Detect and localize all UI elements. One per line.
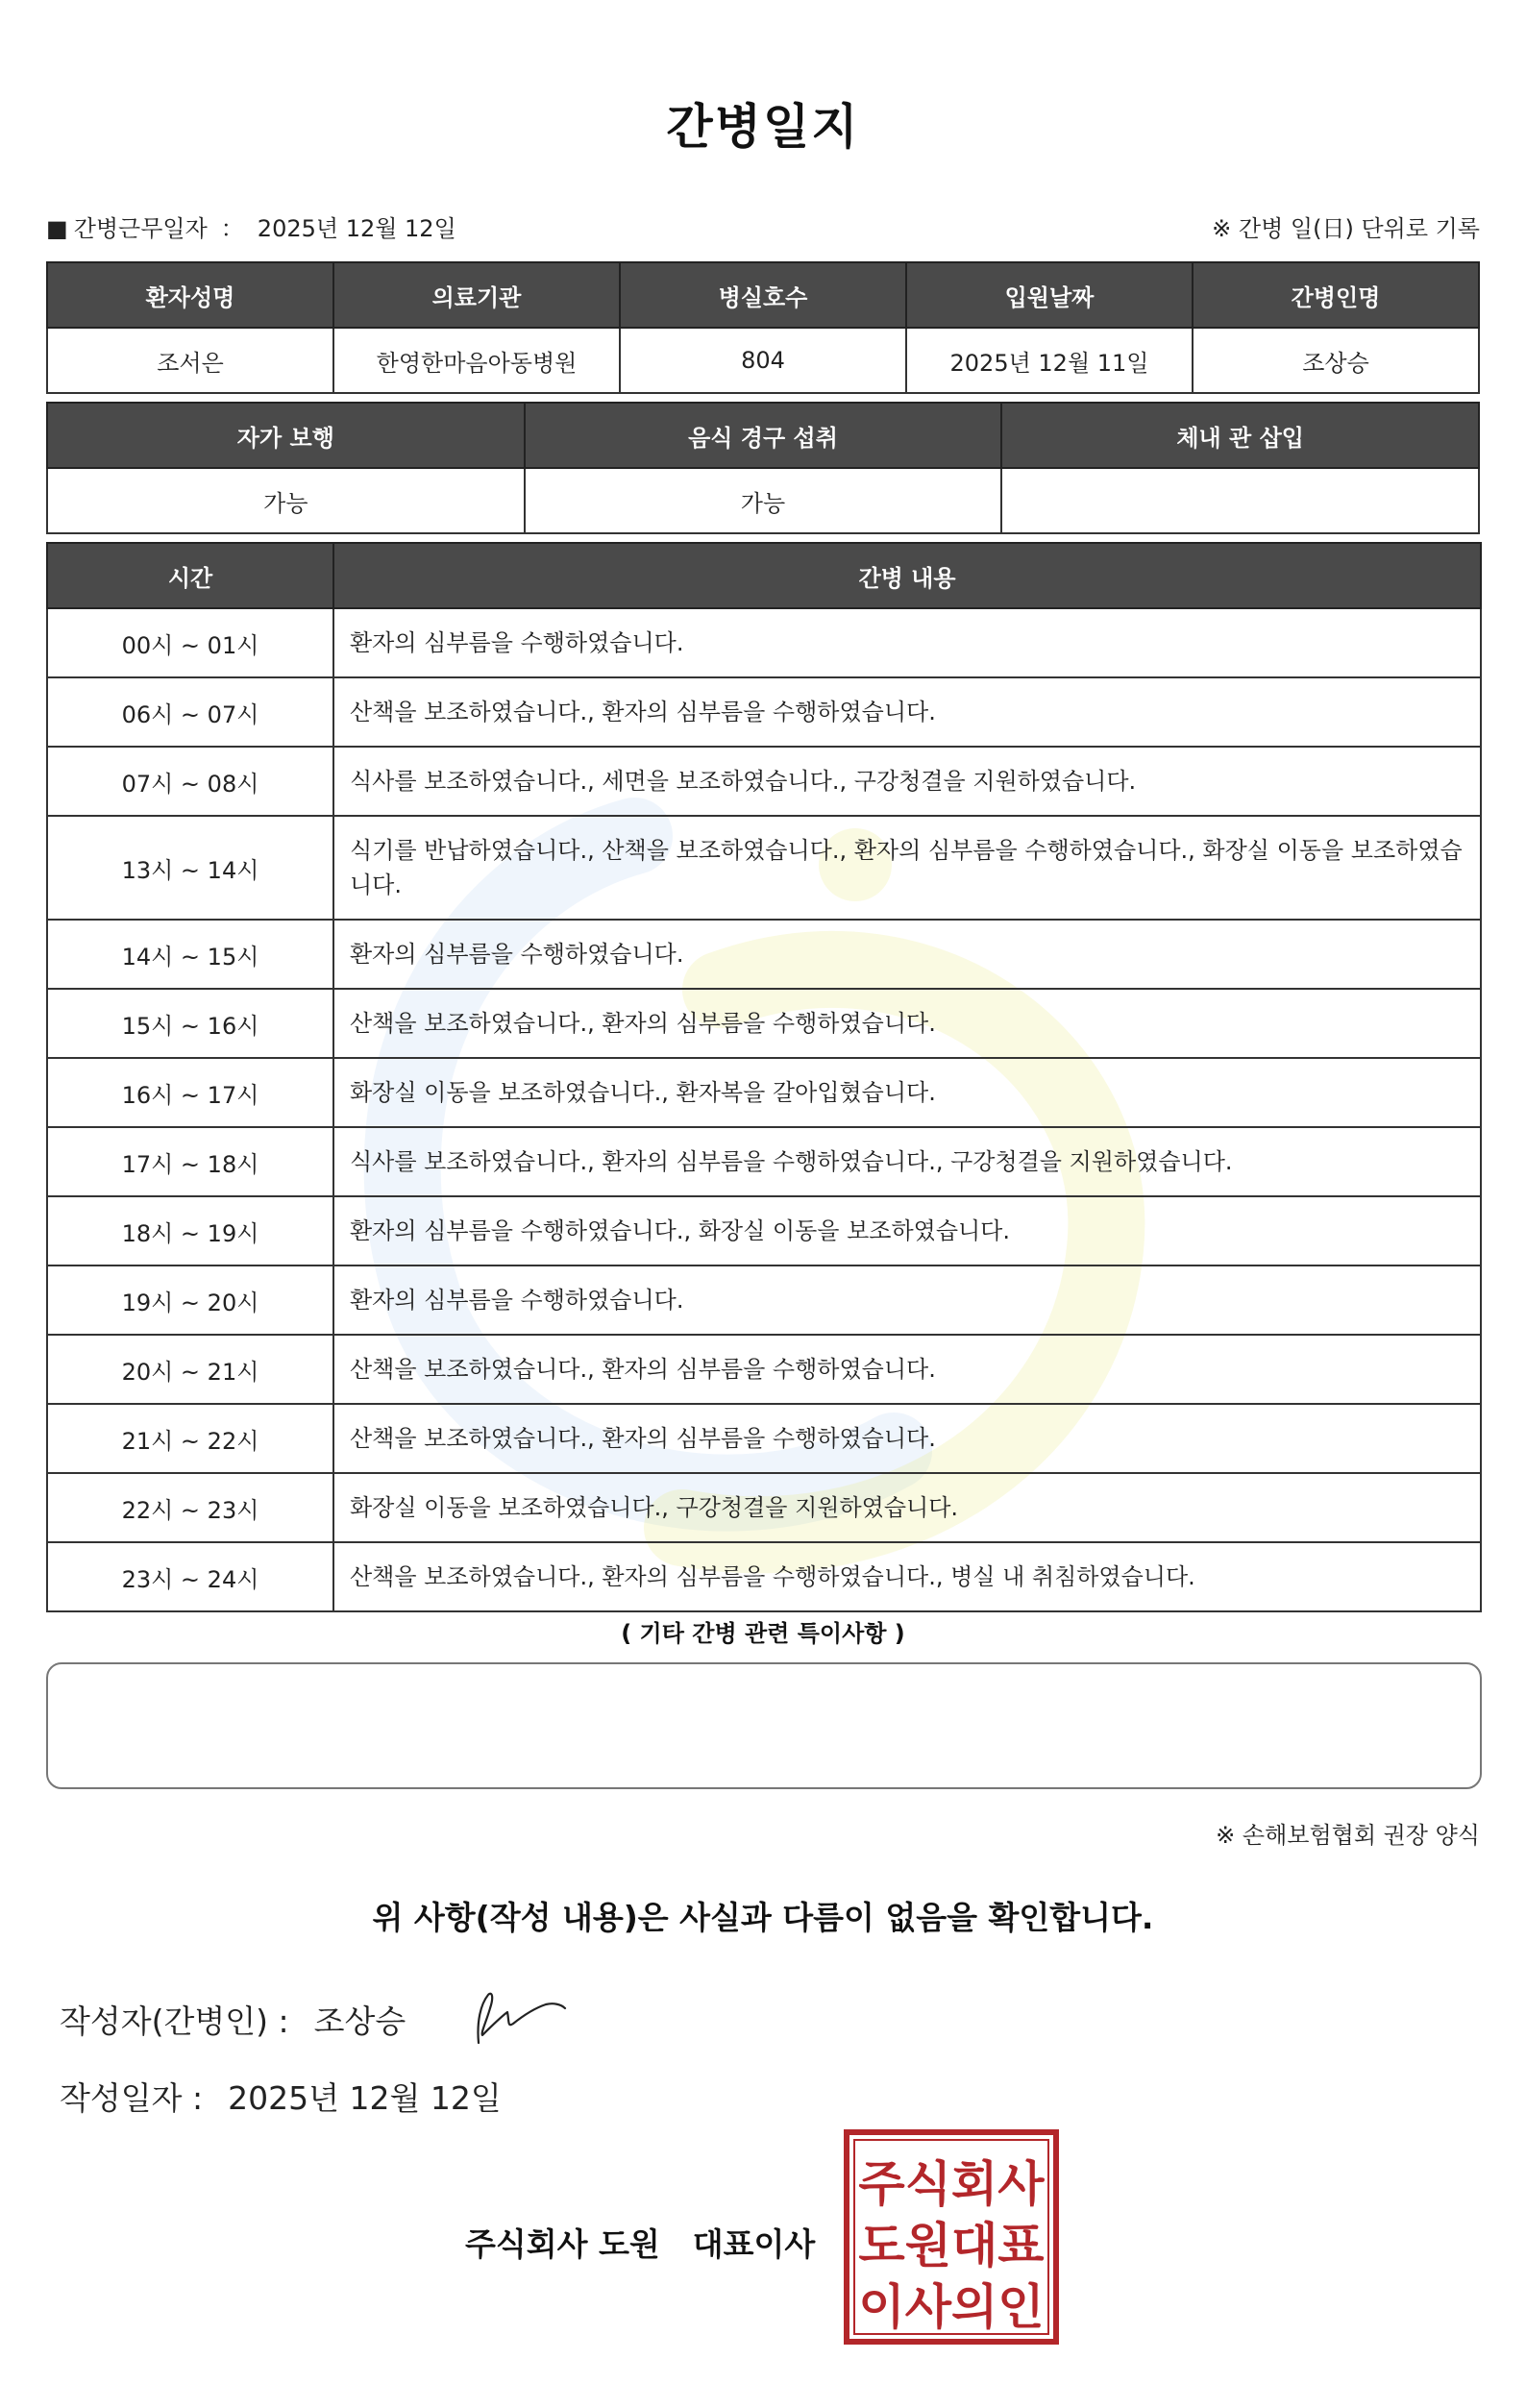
log-content: 식사를 보조하였습니다., 환자의 심부름을 수행하였습니다., 구강청결을 지원하였습니다. [333,1127,1481,1196]
patient-status-header-row [47,403,1479,468]
form-source-note: ※ 손해보험협회 권장 양식 [1216,1822,1480,1849]
log-time: 19시 ~ 20시 [47,1265,333,1335]
work-date-label: 간병근무일자 [73,215,208,242]
log-content: 산책을 보조하였습니다., 환자의 심부름을 수행하였습니다. [333,677,1481,747]
log-content: 환자의 심부름을 수행하였습니다. [333,920,1481,989]
remarks-title: ( 기타 간병 관련 특이사항 ) [621,1620,905,1647]
log-time: 23시 ~ 24시 [47,1542,333,1611]
tube-insertion-value [1001,468,1479,533]
table-row [47,677,1481,747]
company-name: 주식회사 도원 [465,2225,660,2263]
writing-date-label: 작성일자 : [60,2079,204,2117]
table-row [47,1127,1481,1196]
log-time: 22시 ~ 23시 [47,1473,333,1542]
log-time: 15시 ~ 16시 [47,989,333,1058]
patient-info-value-row [47,328,1479,393]
record-unit-note: ※ 간병 일(日) 단위로 기록 [1212,215,1480,242]
table-row [47,920,1481,989]
log-content: 화장실 이동을 보조하였습니다., 구강청결을 지원하였습니다. [333,1473,1481,1542]
header-room-number: 병실호수 [620,262,906,328]
self-walking-value: 가능 [47,468,525,533]
svg-text:도원대표: 도원대표 [858,2218,1045,2273]
svg-text:주식회사: 주식회사 [858,2156,1045,2212]
log-time: 06시 ~ 07시 [47,677,333,747]
writer-name: 조상승 [313,2003,406,2040]
log-content: 산책을 보조하였습니다., 환자의 심부름을 수행하였습니다. [333,1335,1481,1404]
writing-date-line [60,2074,502,2119]
log-content: 화장실 이동을 보조하였습니다., 환자복을 갈아입혔습니다. [333,1058,1481,1127]
remarks-box [46,1662,1482,1789]
log-content: 식사를 보조하였습니다., 세면을 보조하였습니다., 구강청결을 지원하였습니다. [333,747,1481,816]
header-hospital: 의료기관 [333,262,620,328]
writer-label: 작성자(간병인) : [60,2003,289,2040]
header-caregiver-name: 간병인명 [1193,262,1479,328]
table-row [47,1473,1481,1542]
header-time: 시간 [47,543,333,608]
log-time: 18시 ~ 19시 [47,1196,333,1265]
log-content: 환자의 심부름을 수행하였습니다. [333,1265,1481,1335]
care-log-table [46,542,1482,1612]
header-patient-name: 환자성명 [47,262,333,328]
log-time: 07시 ~ 08시 [47,747,333,816]
patient-info-header-row [47,262,1479,328]
table-row [47,1265,1481,1335]
header-self-walking: 자가 보행 [47,403,525,468]
table-row [47,816,1481,920]
header-oral-intake: 음식 경구 섭취 [525,403,1002,468]
company-line [465,2220,815,2265]
table-row [47,1058,1481,1127]
log-content: 환자의 심부름을 수행하였습니다., 화장실 이동을 보조하였습니다. [333,1196,1481,1265]
log-content: 식기를 반납하였습니다., 산책을 보조하였습니다., 환자의 심부름을 수행하였습니다., 화장실 이동을 보조하였습니다. [333,816,1481,920]
writing-date-value: 2025년 12월 12일 [228,2079,502,2117]
care-log-header-row [47,543,1481,608]
svg-text:이사의인: 이사의인 [858,2279,1045,2335]
table-row [47,1335,1481,1404]
log-content: 환자의 심부름을 수행하였습니다. [333,608,1481,677]
log-time: 16시 ~ 17시 [47,1058,333,1127]
log-time: 13시 ~ 14시 [47,816,333,920]
admission-date-value: 2025년 12월 11일 [906,328,1193,393]
caregiver-name-value: 조상승 [1193,328,1479,393]
table-row [47,989,1481,1058]
log-time: 00시 ~ 01시 [47,608,333,677]
work-date-separator: ： [220,215,244,242]
patient-status-table [46,402,1480,534]
header-admission-date: 입원날짜 [906,262,1193,328]
square-bullet-icon: ■ [46,215,68,242]
representative-title: 대표이사 [692,2225,816,2263]
writer-line [60,1997,406,2042]
oral-intake-value: 가능 [525,468,1002,533]
confirmation-statement: 위 사항(작성 내용)은 사실과 다름이 없음을 확인합니다. [372,1899,1154,1936]
table-row [47,1542,1481,1611]
header-care-content: 간병 내용 [333,543,1481,608]
room-number-value: 804 [620,328,906,393]
log-content: 산책을 보조하였습니다., 환자의 심부름을 수행하였습니다., 병실 내 취침하였습니다. [333,1542,1481,1611]
document-title: 간병일지 [666,99,860,155]
hospital-value: 한영한마음아동병원 [333,328,620,393]
patient-status-value-row [47,468,1479,533]
patient-name-value: 조서은 [47,328,333,393]
log-content: 산책을 보조하였습니다., 환자의 심부름을 수행하였습니다. [333,989,1481,1058]
table-row [47,1196,1481,1265]
table-row [47,1404,1481,1473]
log-content: 산책을 보조하였습니다., 환자의 심부름을 수행하였습니다. [333,1404,1481,1473]
log-time: 21시 ~ 22시 [47,1404,333,1473]
signature-icon [465,1983,571,2051]
log-time: 17시 ~ 18시 [47,1127,333,1196]
table-row [47,608,1481,677]
table-row [47,747,1481,816]
log-time: 14시 ~ 15시 [47,920,333,989]
header-tube-insertion: 체내 관 삽입 [1001,403,1479,468]
log-time: 20시 ~ 21시 [47,1335,333,1404]
company-seal [844,2129,1059,2345]
work-date-value: 2025년 12월 12일 [257,215,456,242]
patient-info-table [46,261,1480,394]
